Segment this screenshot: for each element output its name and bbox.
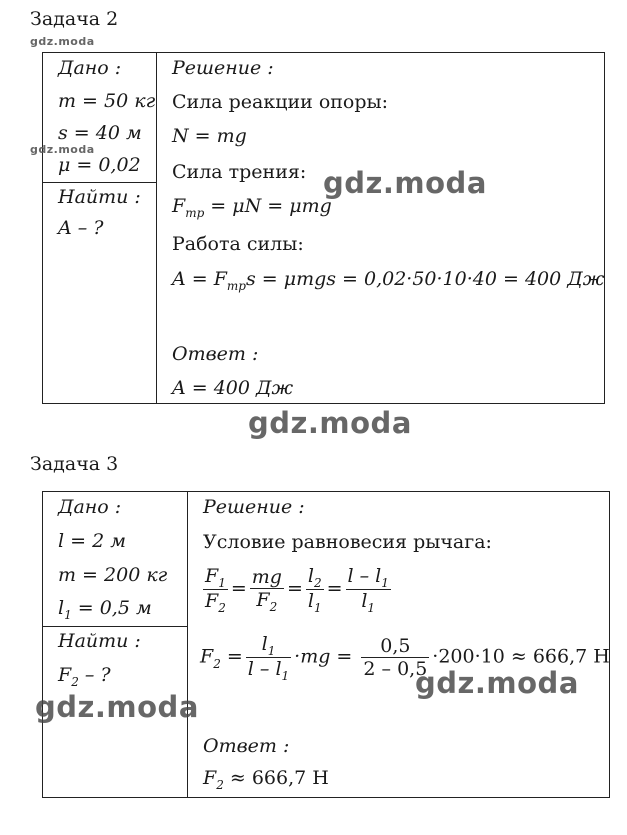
watermark: gdz.moda: [323, 166, 487, 200]
formula-part: l: [307, 590, 314, 612]
subscript: 1: [367, 601, 376, 615]
numerator: mg: [251, 566, 282, 588]
task2-answer-label: Ответ :: [172, 343, 259, 365]
task2-formula-reaction: N = mg: [172, 125, 247, 147]
task2-find: A – ?: [58, 217, 104, 239]
fraction: [306, 565, 324, 614]
task2-column-divider: [156, 52, 157, 404]
task3-given-divider: [42, 626, 188, 627]
task2-given-friction-coef: μ = 0,02: [58, 154, 141, 176]
numerator: [246, 633, 291, 658]
task2-line-reaction: Сила реакции опоры:: [172, 91, 389, 113]
task2-given-mass: m = 50 кг: [58, 90, 156, 112]
subscript: 1: [267, 644, 276, 658]
fraction: [246, 633, 291, 682]
subscript: 2: [269, 600, 278, 614]
task2-given-label: Дано :: [58, 57, 122, 79]
watermark: gdz.moda: [30, 143, 95, 156]
task2-line-friction: Сила трения:: [172, 161, 307, 183]
formula-part: F: [172, 195, 186, 217]
denominator: [203, 590, 228, 614]
formula-part: l: [58, 597, 65, 619]
task3-solution-label: Решение :: [203, 496, 305, 518]
task2-given-distance: s = 40 м: [58, 122, 142, 144]
numerator: [306, 565, 324, 590]
denominator: [250, 589, 284, 613]
formula-part: ·mg =: [294, 645, 353, 668]
subscript: 1: [64, 608, 72, 622]
fraction: [203, 565, 228, 614]
formula-part: = μN = μmg: [204, 195, 332, 217]
task3-equation-balance: [200, 565, 394, 614]
watermark: gdz.moda: [35, 690, 199, 724]
subscript: 2: [213, 656, 221, 671]
task2-line-work: Работа силы:: [172, 233, 304, 255]
subscript: 2: [313, 576, 322, 590]
formula-part: l – l: [347, 565, 382, 587]
fraction: [346, 565, 391, 614]
equals-sign: =: [286, 577, 303, 600]
watermark: gdz.moda: [30, 35, 95, 48]
formula-part: F: [205, 565, 219, 587]
task3-find-label: Найти :: [58, 630, 141, 652]
subscript: 1: [381, 576, 389, 590]
task3-given-mass: m = 200 кг: [58, 564, 168, 586]
task3-line-condition: Условие равновесия рычага:: [203, 531, 492, 553]
task2-solution-label: Решение :: [172, 57, 274, 79]
task3-given-length: l = 2 м: [58, 530, 126, 552]
subscript: 2: [218, 601, 226, 615]
task2-formula-friction: [172, 195, 332, 220]
formula-part: F: [203, 767, 217, 789]
numerator: [203, 565, 228, 590]
formula-part: – ?: [78, 664, 111, 686]
denominator: [306, 590, 324, 614]
task2-formula-work: [172, 268, 605, 293]
formula-part: F: [256, 589, 270, 611]
task3-answer-label: Ответ :: [203, 735, 290, 757]
formula-part: ≈ 666,7 Н: [223, 767, 329, 789]
task3-given-arm: [58, 597, 152, 622]
formula-part: A = F: [172, 268, 227, 290]
watermark: gdz.moda: [415, 666, 579, 700]
subscript: тр: [185, 206, 205, 220]
subscript: 1: [313, 601, 322, 615]
formula-part: l: [361, 590, 368, 612]
task3-find: [58, 664, 111, 689]
denominator: [346, 590, 391, 614]
equals-sign: =: [326, 577, 343, 600]
formula-part: l: [261, 633, 268, 655]
formula-part: ·200·10 ≈ 666,7 Н: [432, 645, 610, 668]
formula-part: F: [58, 664, 72, 686]
equals-sign: =: [226, 645, 243, 668]
denominator: [246, 658, 291, 682]
subscript: тр: [226, 279, 246, 293]
formula-part: l: [307, 565, 314, 587]
task2-find-label: Найти :: [58, 186, 141, 208]
denominator: 2 – 0,5: [363, 658, 428, 680]
task3-title: Задача 3: [30, 453, 119, 475]
fraction: [250, 566, 284, 613]
equals-sign: =: [230, 577, 247, 600]
numerator: 0,5: [361, 635, 429, 658]
task2-answer: A = 400 Дж: [172, 377, 294, 399]
formula-part: F: [200, 645, 214, 668]
formula-part: F: [205, 590, 219, 612]
subscript: 1: [218, 576, 226, 590]
formula-part: = 0,5 м: [71, 597, 152, 619]
watermark: gdz.moda: [248, 406, 412, 440]
subscript: 1: [281, 669, 290, 683]
numerator: [346, 565, 391, 590]
task3-answer: [203, 767, 329, 792]
task3-column-divider: [187, 491, 188, 798]
formula-part: l – l: [247, 658, 282, 680]
task2-given-divider: [42, 182, 157, 183]
formula-part: s = μmgs = 0,02·50·10·40 = 400 Дж: [245, 268, 605, 290]
subscript: 2: [71, 675, 79, 689]
subscript: 2: [216, 778, 224, 792]
task3-given-label: Дано :: [58, 496, 122, 518]
task2-title: Задача 2: [30, 8, 119, 30]
